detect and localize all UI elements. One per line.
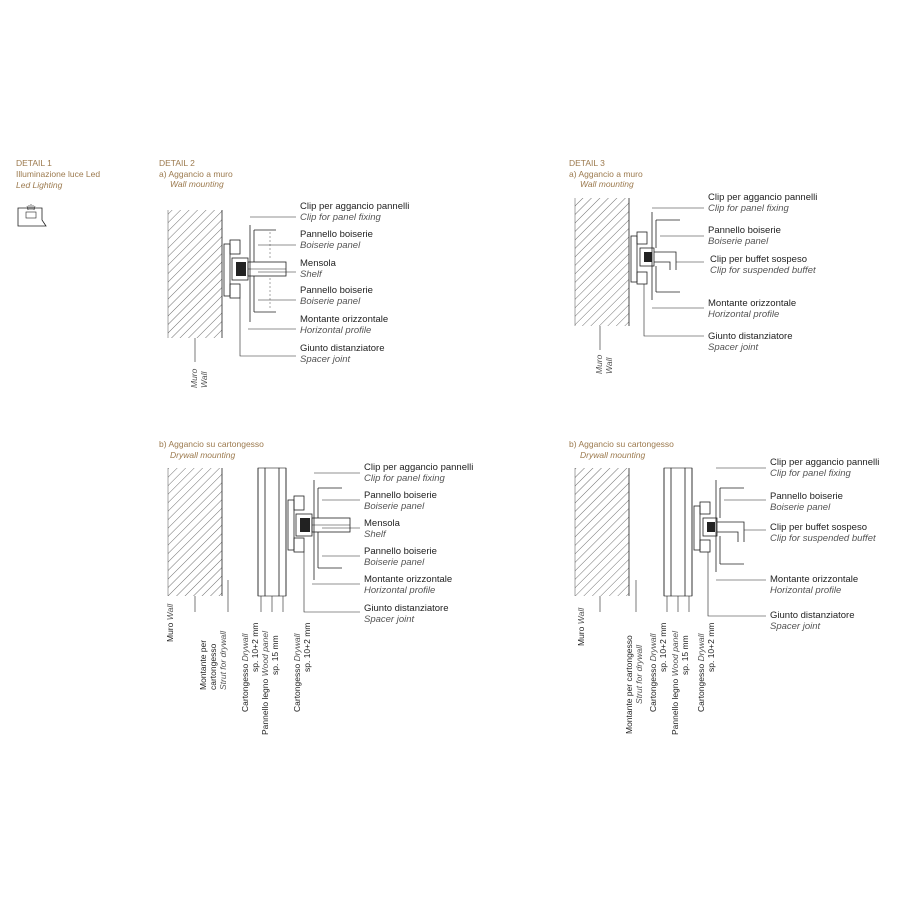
detail3a-title-en: Wall mounting: [580, 179, 634, 189]
d3a-label-4-en: Horizontal profile: [708, 309, 780, 320]
wall-section: [575, 468, 629, 596]
detail3b-title: b) Aggancio su cartongesso: [569, 439, 674, 449]
detail-3b: [569, 439, 879, 735]
d3a-label-2-en: Boiserie panel: [708, 236, 769, 247]
d3b-label-1-en: Clip for panel fixing: [770, 468, 851, 479]
d3b-label-4-en: Horizontal profile: [770, 585, 842, 596]
detail3a-title: a) Aggancio a muro: [569, 169, 643, 179]
svg-text:cartongesso: cartongesso: [208, 643, 218, 690]
d3b-label-4: Montante orizzontale: [770, 574, 859, 585]
d2a-label-1: Clip per aggancio pannelli: [300, 201, 410, 212]
d3a-label-5: Giunto distanziatore: [708, 331, 793, 342]
d2b-label-3-en: Shelf: [364, 529, 386, 540]
detail3-title: DETAIL 3: [569, 158, 605, 168]
detail2-title: DETAIL 2: [159, 158, 195, 168]
d2b-label-6: Giunto distanziatore: [364, 603, 449, 614]
detail-1: [16, 158, 100, 226]
detail1-title: DETAIL 1: [16, 158, 52, 168]
wall-section: [168, 468, 222, 596]
d3b-layer-drywall-1: [648, 623, 668, 712]
d2b-label-4-en: Boiserie panel: [364, 557, 425, 568]
d2a-label-5: Montante orizzontale: [300, 314, 389, 325]
d3a-label-3: Clip per buffet sospeso: [710, 254, 807, 265]
d3b-label-2: Pannello boiserie: [770, 491, 843, 502]
d2b-label-2-en: Boiserie panel: [364, 501, 425, 512]
detail-2b: [159, 439, 473, 735]
d2b-layer-wall: [165, 603, 175, 642]
clip-assembly: [694, 480, 744, 572]
d2b-label-3: Mensola: [364, 518, 400, 529]
d3b-layer-wall: [576, 607, 586, 646]
d2a-label-3-en: Shelf: [300, 269, 322, 280]
svg-text:sp. 15 mm: sp. 15 mm: [680, 635, 690, 675]
detail1-subtitle: Illuminazione luce Led: [16, 169, 101, 179]
svg-text:Montante per cartongesso: Montante per cartongesso: [624, 635, 634, 734]
detail2a-title: a) Aggancio a muro: [159, 169, 233, 179]
svg-text:Wall: Wall: [604, 357, 614, 374]
d2a-label-6: Giunto distanziatore: [300, 343, 385, 354]
d3b-label-1: Clip per aggancio pannelli: [770, 457, 880, 468]
detail2b-title: b) Aggancio su cartongesso: [159, 439, 264, 449]
detail2a-title-en: Wall mounting: [170, 179, 224, 189]
svg-text:Cartongesso Drywall: Cartongesso Drywall: [648, 633, 658, 712]
wall-section: [168, 210, 222, 338]
svg-text:Muro Wall: Muro Wall: [576, 607, 586, 646]
d2a-label-6-en: Spacer joint: [300, 354, 351, 365]
d2b-label-1-en: Clip for panel fixing: [364, 473, 445, 484]
d2a-label-2-en: Boiserie panel: [300, 240, 361, 251]
d2a-label-3: Mensola: [300, 258, 336, 269]
d2a-label-4-en: Boiserie panel: [300, 296, 361, 307]
d2a-label-2: Pannello boiserie: [300, 229, 373, 240]
d3a-label-1-en: Clip for panel fixing: [708, 203, 789, 214]
d3a-label-4: Montante orizzontale: [708, 298, 797, 309]
d2b-layer-drywall-1: [240, 623, 260, 712]
detail-3a: [569, 158, 817, 374]
d3b-layer-strut: [624, 635, 644, 734]
svg-text:Muro: Muro: [189, 368, 199, 388]
d3a-wall-label: [594, 354, 614, 374]
svg-text:sp. 10+2 mm: sp. 10+2 mm: [658, 622, 668, 672]
svg-text:Cartongesso Drywall: Cartongesso Drywall: [696, 633, 706, 712]
d2a-label-1-en: Clip for panel fixing: [300, 212, 381, 223]
d2b-layer-drywall-2: [292, 623, 312, 712]
svg-text:Cartongesso Drywall: Cartongesso Drywall: [240, 633, 250, 712]
d3a-label-5-en: Spacer joint: [708, 342, 759, 353]
svg-text:sp. 10+2 mm: sp. 10+2 mm: [706, 622, 716, 672]
d3b-layer-wood: [670, 630, 690, 735]
d3a-label-1: Clip per aggancio pannelli: [708, 192, 818, 203]
clip-assembly: [224, 225, 286, 322]
svg-text:Pannello legno Wood panel: Pannello legno Wood panel: [260, 631, 270, 735]
clip-assembly: [631, 212, 680, 300]
svg-text:sp. 10+2 mm: sp. 10+2 mm: [250, 622, 260, 672]
svg-text:Strut for drywall: Strut for drywall: [634, 644, 644, 704]
wall-section: [575, 198, 629, 326]
d2a-label-4: Pannello boiserie: [300, 285, 373, 296]
d3a-label-2: Pannello boiserie: [708, 225, 781, 236]
svg-text:Muro: Muro: [594, 354, 604, 374]
d3b-label-2-en: Boiserie panel: [770, 502, 831, 513]
d2b-label-5-en: Horizontal profile: [364, 585, 436, 596]
svg-text:Muro Wall: Muro Wall: [165, 603, 175, 642]
d2b-layer-wood: [260, 630, 280, 735]
d2b-label-1: Clip per aggancio pannelli: [364, 462, 474, 473]
d3b-layer-drywall-2: [696, 623, 716, 712]
svg-text:Cartongesso Drywall: Cartongesso Drywall: [292, 633, 302, 712]
d2b-label-2: Pannello boiserie: [364, 490, 437, 501]
svg-text:Wall: Wall: [199, 371, 209, 388]
svg-text:sp. 10+2 mm: sp. 10+2 mm: [302, 622, 312, 672]
detail-2a: [159, 158, 409, 388]
svg-text:Pannello legno Wood panel: Pannello legno Wood panel: [670, 631, 680, 735]
d3b-label-5: Giunto distanziatore: [770, 610, 855, 621]
d2b-label-5: Montante orizzontale: [364, 574, 453, 585]
svg-text:Montante per: Montante per: [198, 639, 208, 690]
d2b-label-4: Pannello boiserie: [364, 546, 437, 557]
d2a-wall-label: [189, 368, 209, 388]
d2a-label-5-en: Horizontal profile: [300, 325, 372, 336]
d3a-label-3-en: Clip for suspended buffet: [710, 265, 816, 276]
clip-assembly: [288, 480, 350, 580]
svg-text:sp. 15 mm: sp. 15 mm: [270, 635, 280, 675]
detail3b-title-en: Drywall mounting: [580, 450, 646, 460]
led-lighting-icon: [18, 204, 46, 226]
svg-text:Strut for drywall: Strut for drywall: [218, 630, 228, 690]
detail1-subtitle-en: Led Lighting: [16, 180, 63, 190]
detail2b-title-en: Drywall mounting: [170, 450, 236, 460]
d3b-label-3-en: Clip for suspended buffet: [770, 533, 876, 544]
d2b-label-6-en: Spacer joint: [364, 614, 415, 625]
d2b-layer-strut: [198, 630, 228, 690]
d3b-label-3: Clip per buffet sospeso: [770, 522, 867, 533]
d3b-label-5-en: Spacer joint: [770, 621, 821, 632]
